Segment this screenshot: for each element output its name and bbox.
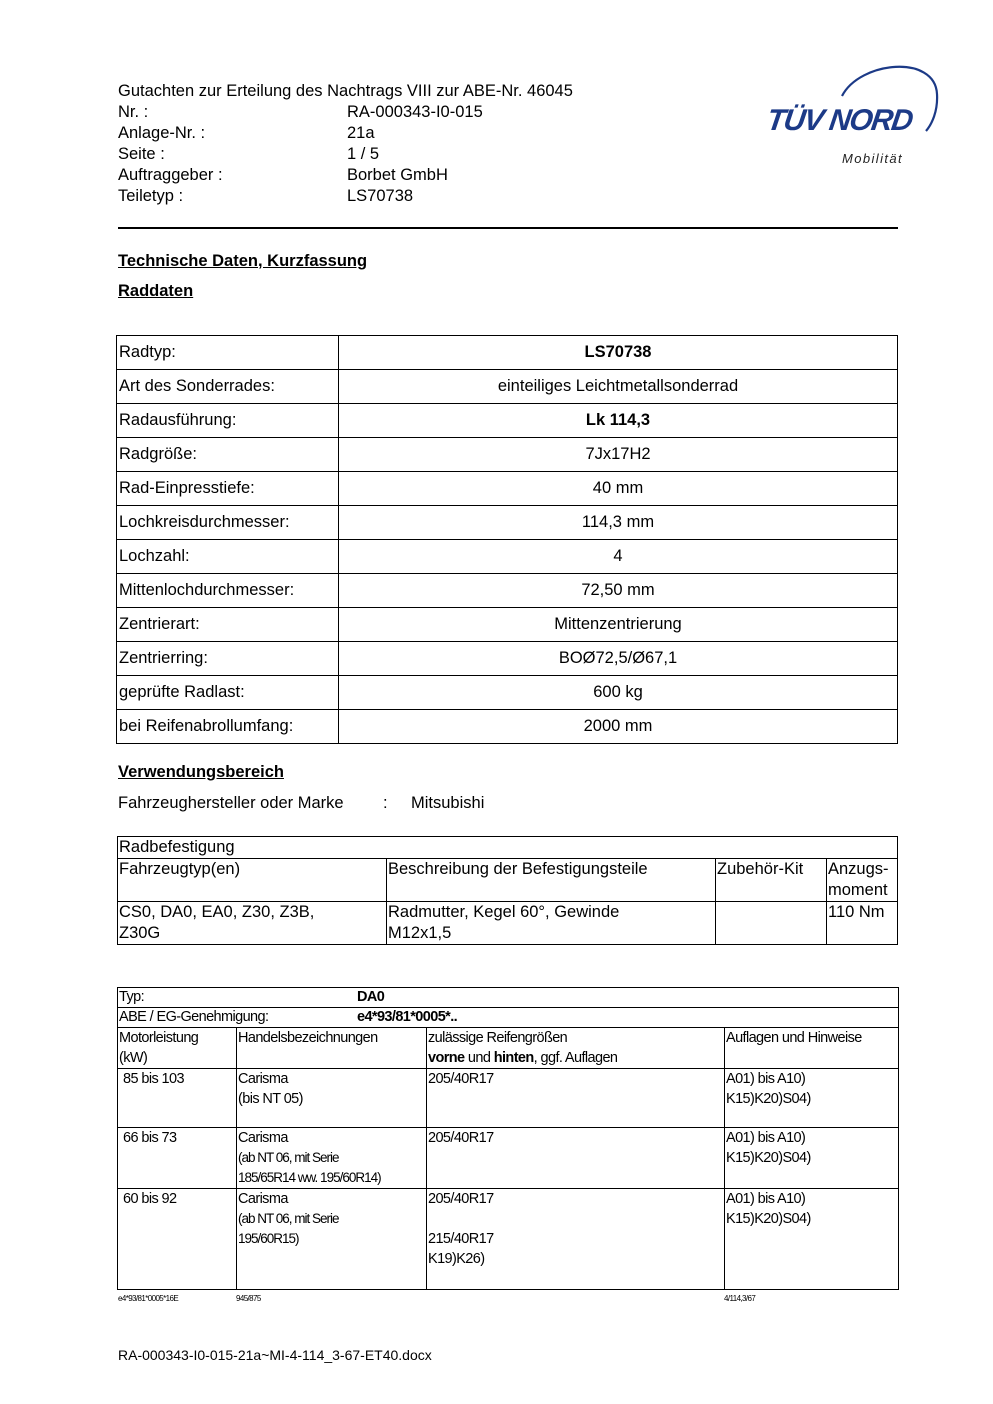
row-label: Zentrierart: [117,608,339,642]
manufacturer-separator: : [383,794,388,812]
header-value: 21a [347,124,375,142]
names-cell [237,1128,427,1189]
cell-line: (bis NT 05) [238,1091,303,1107]
row-value: 114,3 mm [339,506,898,540]
section-heading-technical: Technische Daten, Kurzfassung [118,252,368,270]
bolt-pattern-reference: 4/114,3/67 [724,1294,756,1303]
cell-line: 185/65R14 ww. 195/60R14) [238,1170,381,1185]
tyres-cell [427,1069,725,1128]
cell-line: 205/40R17 [428,1130,494,1146]
row-label: Radtyp: [117,336,339,370]
row-value: 72,50 mm [339,574,898,608]
table-row [117,710,898,744]
row-value: einteiliges Leichtmetallsonderrad [339,370,898,404]
logo-brand: TÜV NORD [764,104,915,137]
row-label: Radgröße: [117,438,339,472]
cell-line: 215/40R17 [428,1231,494,1247]
table-row [117,608,898,642]
manufacturer-label: Fahrzeughersteller oder Marke [118,794,344,812]
column-header-line: Anzugs- [828,860,889,878]
header-value: 1 / 5 [347,145,380,163]
column-header: Fahrzeugtyp(en) [118,859,387,902]
cell-line: K15)K20)S04) [726,1211,811,1227]
typ-value: DA0 [357,989,385,1005]
column-header-tyres [427,1028,725,1069]
row-label: Lochzahl: [117,540,339,574]
vehicle-types [118,902,387,945]
column-header: Beschreibung der Befestigungsteile [387,859,716,902]
table-row [117,336,898,370]
column-header-power [118,1028,237,1069]
column-header-names: Handelsbezeichnungen [237,1028,427,1069]
row-label: Zentrierring: [117,642,339,676]
table-row [118,1128,899,1189]
header-value: RA-000343-I0-015 [347,103,483,121]
row-value: LS70738 [339,336,898,370]
header-line: (kW) [119,1050,148,1066]
typ-table [117,987,899,1290]
cell-line: Carisma [238,1071,288,1087]
row-label: Mittenlochdurchmesser: [117,574,339,608]
footer-filename: RA-000343-I0-015-21a~MI-4-114_3-67-ET40.docx [118,1347,432,1363]
header-value: Borbet GmbH [347,166,448,184]
document-title: Gutachten zur Erteilung des Nachtrags VIII zur ABE-Nr. 46045 [118,82,573,100]
header-label: Nr. : [118,103,149,121]
cell-line: K15)K20)S04) [726,1150,811,1166]
abe-value: e4*93/81*0005*.. [357,1009,458,1025]
cell-line: (ab NT 06, mit Serie [238,1150,339,1165]
header-line: Motorleistung [119,1030,199,1046]
power-cell: 60 bis 92 [118,1189,237,1290]
cell-line: K15)K20)S04) [726,1091,811,1107]
row-label: Art des Sonderrades: [117,370,339,404]
table-row [117,540,898,574]
table-title: Radbefestigung [118,837,898,859]
cell-line: (ab NT 06, mit Serie [238,1211,339,1226]
power-cell: 66 bis 73 [118,1128,237,1189]
cell-line: Z30G [119,924,161,942]
table-header-row [118,1028,899,1069]
row-value: 600 kg [339,676,898,710]
row-value: 4 [339,540,898,574]
header-front: vorne [428,1050,465,1066]
table-header-row [118,859,898,902]
column-header-line: moment [828,881,888,899]
torque-value: 110 Nm [827,902,898,945]
cell-line: A01) bis A10) [726,1191,806,1207]
row-value: 2000 mm [339,710,898,744]
abe-line [118,1008,899,1028]
manufacturer-value: Mitsubishi [411,794,485,812]
section-heading-verwendung: Verwendungsbereich [118,763,284,781]
table-row [117,404,898,438]
names-cell [237,1189,427,1290]
table-row [117,438,898,472]
column-header [827,859,898,902]
header-divider [118,227,898,229]
document-header [118,81,573,207]
table-row [118,1189,899,1290]
load-reference: 945/875 [236,1294,261,1303]
row-value: 40 mm [339,472,898,506]
cell-spacer [428,1209,723,1229]
cell-line: Radmutter, Kegel 60°, Gewinde [388,903,620,921]
row-label: bei Reifenabrollumfang: [117,710,339,744]
header-label: Auftraggeber : [118,166,223,184]
header-label: Seite : [118,145,165,163]
tyres-cell [427,1128,725,1189]
row-value: Mittenzentrierung [339,608,898,642]
table-row [117,642,898,676]
header-value: LS70738 [347,187,414,205]
cell-line: K19)K26) [428,1251,485,1267]
manufacturer-line [118,794,484,813]
header-und: und [464,1050,494,1066]
cell-line: Carisma [238,1191,288,1207]
table-row [118,1008,899,1028]
table-row [117,370,898,404]
typ-label: Typ: [119,989,144,1005]
header-label: Teiletyp : [118,187,184,205]
cell-line: A01) bis A10) [726,1071,806,1087]
cell-line: Carisma [238,1130,288,1146]
table-row [117,676,898,710]
cell-line: 205/40R17 [428,1071,494,1087]
header-rear: hinten [493,1050,534,1066]
row-value: 7Jx17H2 [339,438,898,472]
accessory-kit [716,902,827,945]
table-row [118,902,898,945]
table-row [118,837,898,859]
header-line [428,1048,723,1068]
fastening-description [387,902,716,945]
radbefestigung-table [117,836,898,945]
row-label: geprüfte Radlast: [117,676,339,710]
cell-line: CS0, DA0, EA0, Z30, Z3B, [119,903,315,921]
column-header: Zubehör-Kit [716,859,827,902]
cell-line: A01) bis A10) [726,1130,806,1146]
row-label: Rad-Einpresstiefe: [117,472,339,506]
tuv-nord-logo [760,56,940,171]
header-label: Anlage-Nr. : [118,124,206,142]
notes-cell [725,1128,899,1189]
notes-cell [725,1069,899,1128]
header-rest: , ggf. Auflagen [533,1050,618,1066]
names-cell [237,1069,427,1128]
raddaten-table [116,335,898,744]
tyres-cell [427,1189,725,1290]
cell-line: 205/40R17 [428,1191,494,1207]
notes-cell [725,1189,899,1290]
typ-line [118,988,899,1008]
table-row [118,1069,899,1128]
header-line: zulässige Reifengrößen [428,1030,568,1046]
approval-reference: e4*93/81*0005*16E [118,1294,179,1303]
cell-line: M12x1,5 [388,924,452,942]
table-row [117,574,898,608]
table-row [117,472,898,506]
column-header-notes: Auflagen und Hinweise [725,1028,899,1069]
section-heading-raddaten: Raddaten [118,282,194,300]
cell-line: 195/60R15) [238,1231,299,1246]
power-cell: 85 bis 103 [118,1069,237,1128]
row-value: BOØ72,5/Ø67,1 [339,642,898,676]
row-label: Lochkreisdurchmesser: [117,506,339,540]
row-label: Radausführung: [117,404,339,438]
abe-label: ABE / EG-Genehmigung: [119,1009,269,1025]
logo-subtitle: Mobilität [842,151,904,166]
row-value: Lk 114,3 [339,404,898,438]
table-row [118,988,899,1008]
table-row [117,506,898,540]
